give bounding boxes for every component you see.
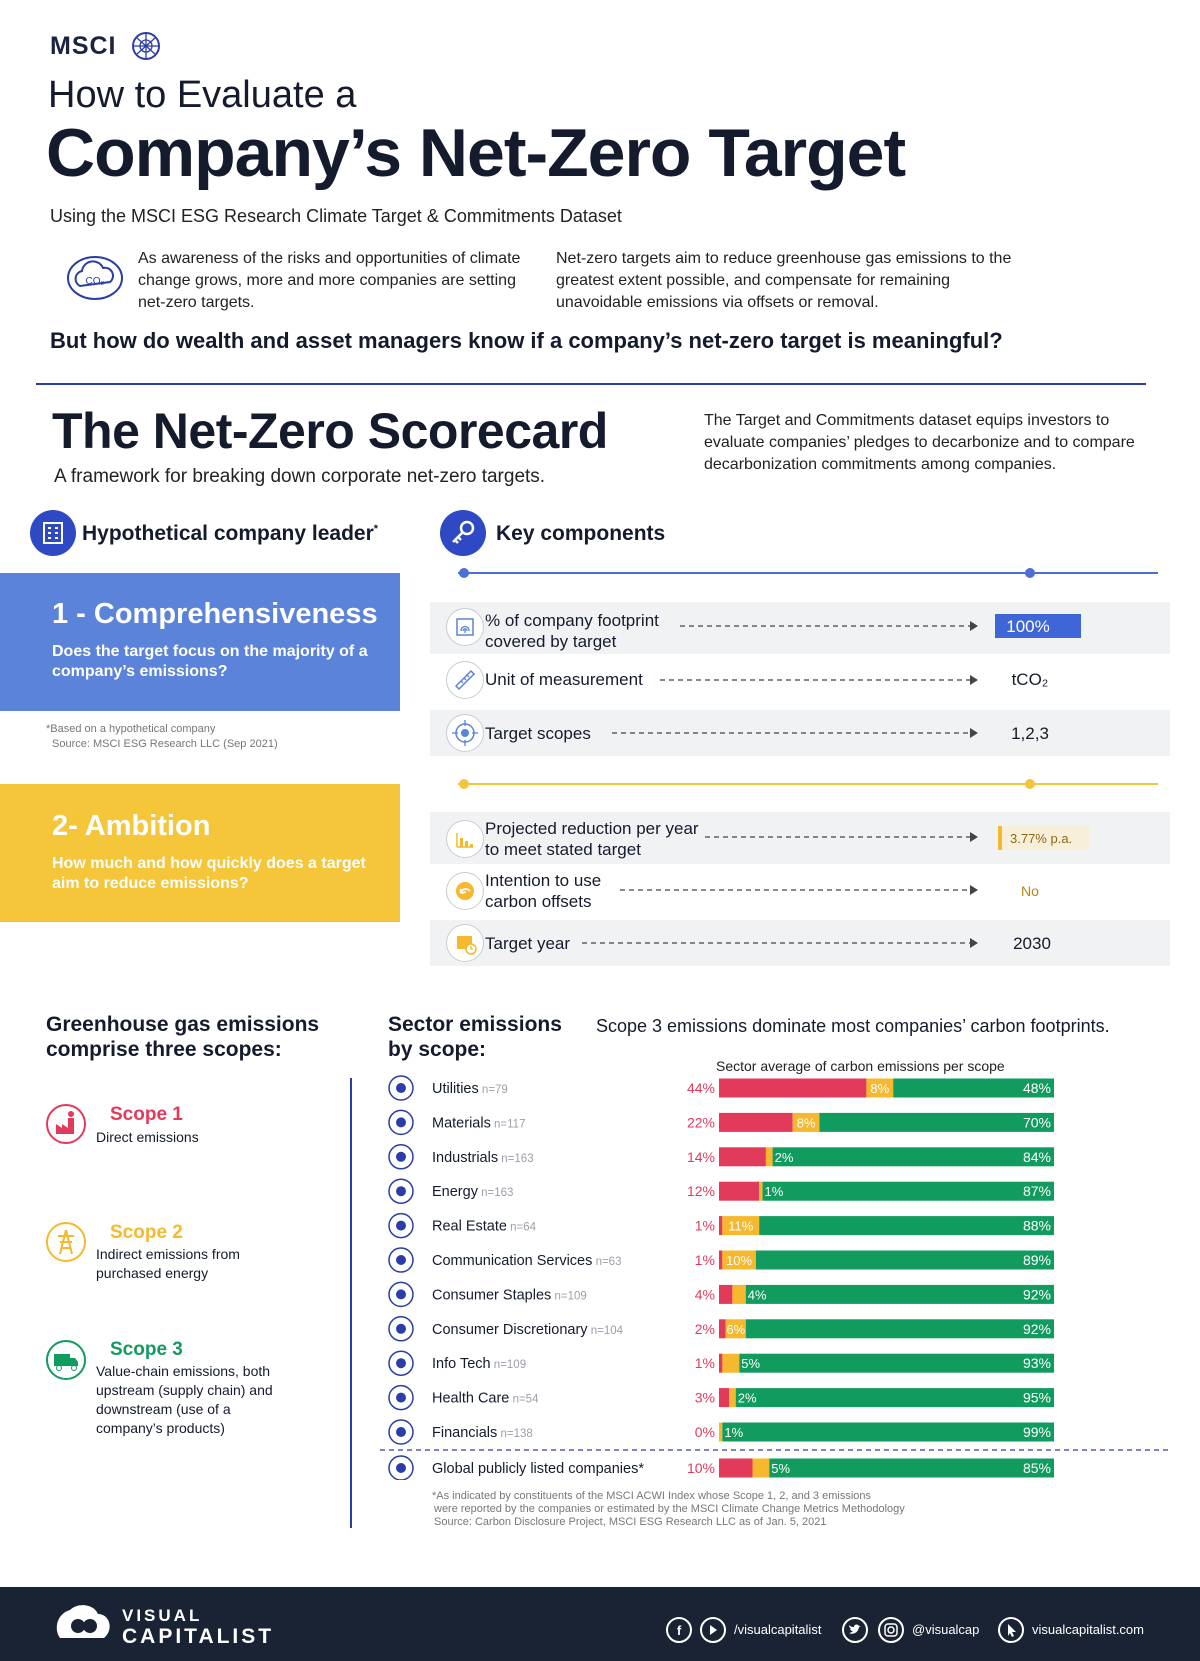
section1-title: 1 - Comprehensiveness bbox=[52, 598, 378, 630]
factory-icon-glyph bbox=[396, 1152, 406, 1162]
scope2-desc: Indirect emissions from purchased energy bbox=[96, 1246, 240, 1281]
svg-text:f: f bbox=[676, 1623, 682, 1638]
scope2-label: 5% bbox=[771, 1461, 791, 1476]
bar-scope1 bbox=[719, 1319, 726, 1338]
category-name: Consumer Staples bbox=[432, 1287, 552, 1304]
hanger-icon-glyph bbox=[396, 1324, 406, 1334]
key-icon bbox=[440, 510, 486, 556]
sample-size: n=79 bbox=[478, 1084, 508, 1096]
bar-scope1 bbox=[719, 1354, 722, 1373]
section2-title: 2- Ambition bbox=[52, 810, 211, 842]
section2-rule bbox=[458, 783, 1158, 785]
fingerprint-icon bbox=[446, 608, 484, 646]
bar-scope2 bbox=[729, 1388, 736, 1407]
category-name: Financials bbox=[432, 1425, 498, 1441]
row-label: Target scopes bbox=[485, 724, 591, 743]
sample-size: n=117 bbox=[490, 1118, 526, 1131]
scope1-desc: Direct emissions bbox=[96, 1129, 199, 1145]
category-label bbox=[432, 1219, 537, 1235]
row-label: Target year bbox=[485, 934, 571, 953]
category-name: Communication Services bbox=[432, 1253, 593, 1269]
subtitle: Using the MSCI ESG Research Climate Target & Commitments Dataset bbox=[50, 206, 622, 226]
bar-scope2 bbox=[753, 1459, 770, 1478]
scope2-label: 11% bbox=[728, 1218, 754, 1234]
scope1-label: 12% bbox=[686, 1183, 715, 1200]
scope2-label: 10% bbox=[726, 1253, 753, 1268]
offset-icon bbox=[446, 872, 484, 910]
bar-scope3 bbox=[820, 1113, 1055, 1132]
divider bbox=[36, 383, 1146, 385]
row-value: tCO₂ bbox=[1011, 670, 1049, 689]
sample-size: n=104 bbox=[587, 1324, 624, 1337]
scope3-name: Scope 3 bbox=[110, 1339, 183, 1360]
category-label bbox=[432, 1115, 525, 1131]
category-label bbox=[432, 1461, 644, 1477]
bar-scope3 bbox=[773, 1147, 1054, 1166]
rule-dot bbox=[1025, 779, 1035, 789]
scope3-label: 84% bbox=[1022, 1148, 1051, 1165]
social-handle[interactable]: /visualcapitalist bbox=[734, 1622, 822, 1637]
scope1-label: 4% bbox=[694, 1286, 715, 1303]
sample-size: n=163 bbox=[477, 1187, 514, 1200]
category-label bbox=[432, 1253, 621, 1269]
bar-scope3 bbox=[739, 1354, 1054, 1373]
scope3-label: 89% bbox=[1022, 1252, 1051, 1268]
category-label bbox=[432, 1287, 587, 1303]
bar-scope1 bbox=[719, 1113, 793, 1132]
cursor-icon[interactable] bbox=[998, 1617, 1024, 1643]
scope2-label: 1% bbox=[724, 1425, 744, 1440]
category-name: Info Tech bbox=[432, 1356, 491, 1373]
bar-scope3 bbox=[756, 1251, 1054, 1270]
dashed-arrow bbox=[660, 674, 980, 686]
sample-size: n=63 bbox=[592, 1256, 622, 1268]
chart-footnote: *As indicated by constituents of the MSCI ACWI Index whose Scope 1, 2, and 3 emissions were reported by the companies or estimated by the MSCI Climate Change Metrics Methodology Source: Carbon Disclosure Project, MSCI ESG Research LLC as of Jan. 5, 2021 bbox=[432, 1490, 905, 1528]
row-label: Intention to use carbon offsets bbox=[485, 871, 602, 911]
bar-scope1 bbox=[719, 1216, 722, 1235]
social-handle[interactable]: @visualcap bbox=[912, 1622, 980, 1637]
building-icon bbox=[30, 510, 76, 556]
row-value: 3.77% p.a. bbox=[1010, 831, 1073, 846]
truck-icon bbox=[46, 1340, 86, 1380]
row-value: 2030 bbox=[1013, 934, 1051, 953]
sample-size: n=64 bbox=[506, 1221, 537, 1234]
category-label bbox=[432, 1081, 508, 1097]
dashed-arrow bbox=[705, 831, 980, 843]
bar-scope2 bbox=[722, 1354, 739, 1373]
scope3-label: 92% bbox=[1022, 1320, 1051, 1337]
scorecard-subtitle: A framework for breaking down corporate net-zero targets. bbox=[54, 466, 546, 487]
scope1-label: 22% bbox=[686, 1114, 715, 1131]
dashed-arrow bbox=[582, 937, 980, 949]
dashed-arrow bbox=[680, 620, 980, 632]
row-label: Projected reduction per year to meet stated target bbox=[485, 819, 699, 859]
scope2-label: 2% bbox=[737, 1390, 757, 1406]
scope2-name: Scope 2 bbox=[110, 1222, 183, 1243]
co2-cloud-icon bbox=[66, 254, 124, 302]
scope3-label: 70% bbox=[1022, 1114, 1051, 1131]
scope3-label: 95% bbox=[1022, 1389, 1051, 1406]
scope1-label: 0% bbox=[694, 1424, 715, 1440]
scope3-label: 48% bbox=[1022, 1080, 1051, 1096]
bar-scope3 bbox=[746, 1319, 1054, 1338]
category-name: Real Estate bbox=[432, 1218, 507, 1235]
bar-scope3 bbox=[769, 1459, 1054, 1478]
heart-icon-glyph bbox=[396, 1393, 406, 1403]
scope2-label: 6% bbox=[726, 1321, 746, 1337]
scope2-label: 4% bbox=[747, 1287, 767, 1303]
scope1-label: 1% bbox=[694, 1252, 715, 1268]
category-name: Global publicly listed companies* bbox=[432, 1461, 644, 1477]
stacked-bar-chart bbox=[380, 1070, 1170, 1480]
category-label bbox=[432, 1150, 534, 1166]
scorecard-description: The Target and Commitments dataset equips investors to evaluate companies’ pledges to decarbonize and to compare decarbonization commitments among companies. bbox=[704, 412, 1135, 473]
title-line-2: Company’s Net-Zero Target bbox=[46, 115, 906, 191]
category-name: Consumer Discretionary bbox=[432, 1321, 588, 1338]
bar-scope2 bbox=[759, 1182, 762, 1201]
ruler-icon bbox=[446, 661, 484, 699]
target-icon bbox=[446, 714, 484, 752]
msci-logo: MSCI bbox=[50, 32, 117, 60]
brand-line2: CAPITALIST bbox=[122, 1625, 275, 1648]
scope1-label: 1% bbox=[694, 1217, 715, 1234]
bar-scope2 bbox=[766, 1147, 773, 1166]
dashed-arrow bbox=[620, 884, 980, 896]
sample-size: n=54 bbox=[509, 1393, 539, 1406]
section1-question: Does the target focus on the majority of a company’s emissions? bbox=[52, 643, 368, 680]
globe-icon-glyph bbox=[396, 1463, 406, 1473]
scope1-label: 14% bbox=[686, 1148, 715, 1165]
facebook-icon[interactable] bbox=[666, 1617, 692, 1643]
sample-size: n=138 bbox=[497, 1428, 533, 1440]
lightning-icon-glyph bbox=[396, 1186, 406, 1196]
twitter-icon[interactable] bbox=[842, 1617, 868, 1643]
bar-scope2 bbox=[719, 1423, 722, 1442]
scope3-label: 92% bbox=[1022, 1286, 1051, 1303]
category-name: Industrials bbox=[432, 1149, 499, 1166]
bar-scope1 bbox=[719, 1285, 732, 1304]
scope1-name: Scope 1 bbox=[110, 1104, 183, 1125]
scope1-label: 44% bbox=[686, 1080, 715, 1096]
sample-size: n=163 bbox=[498, 1152, 534, 1165]
brand-line1: VISUAL bbox=[122, 1606, 203, 1625]
bar-scope1 bbox=[719, 1388, 729, 1407]
bar-scope3 bbox=[759, 1216, 1054, 1235]
scope3-label: 99% bbox=[1022, 1424, 1051, 1440]
row-label: % of company footprint covered by target bbox=[485, 611, 659, 651]
bar-scope3 bbox=[746, 1285, 1054, 1304]
row-label: Unit of measurement bbox=[485, 670, 643, 689]
network-icon-glyph bbox=[396, 1358, 406, 1368]
axis-caption: Sector average of carbon emissions per scope bbox=[716, 1058, 1005, 1074]
category-name: Materials bbox=[432, 1115, 491, 1132]
category-label bbox=[432, 1322, 624, 1338]
category-name: Utilities bbox=[432, 1081, 479, 1097]
visual-capitalist-logo-icon bbox=[52, 1600, 114, 1648]
row-value: 1,2,3 bbox=[1011, 724, 1049, 743]
leader-header: Hypothetical company leader* bbox=[82, 522, 379, 545]
bar-scope2 bbox=[732, 1285, 745, 1304]
bar-scope1 bbox=[719, 1147, 766, 1166]
scorecard-title: The Net-Zero Scorecard bbox=[52, 403, 608, 459]
scopes-title: Greenhouse gas emissions comprise three scopes: bbox=[46, 1013, 320, 1061]
section2-question: How much and how quickly does a target aim to reduce emissions? bbox=[52, 855, 366, 892]
dashed-arrow bbox=[612, 727, 980, 739]
chart-headline: Scope 3 emissions dominate most companies’ carbon footprints. bbox=[596, 1016, 1110, 1036]
components-header: Key components bbox=[496, 522, 666, 545]
bar-scope3 bbox=[763, 1182, 1054, 1201]
calendar-icon bbox=[446, 924, 484, 962]
section1-rule bbox=[458, 572, 1158, 574]
bar-scope3 bbox=[722, 1423, 1054, 1442]
rule-dot bbox=[1025, 568, 1035, 578]
sample-size: n=109 bbox=[551, 1290, 587, 1303]
house-icon-glyph bbox=[396, 1221, 406, 1231]
intro-right: Net-zero targets aim to reduce greenhouse gas emissions to the greatest extent possible, and compensate for remaining unavoidable emissions via offsets or removal. bbox=[556, 250, 1012, 311]
scope3-label: 87% bbox=[1022, 1183, 1051, 1200]
box-icon-glyph bbox=[396, 1117, 406, 1127]
basket-icon-glyph bbox=[396, 1289, 406, 1299]
vertical-divider bbox=[350, 1078, 352, 1528]
key-question: But how do wealth and asset managers know if a company’s net-zero target is meaningful? bbox=[50, 328, 1003, 353]
power-tower-icon bbox=[46, 1222, 86, 1262]
category-label bbox=[432, 1425, 533, 1441]
row-value: No bbox=[1021, 883, 1039, 899]
scope2-label: 5% bbox=[741, 1356, 761, 1372]
ambition-box bbox=[0, 784, 400, 922]
bar-scope1 bbox=[719, 1182, 759, 1201]
scope3-label: 85% bbox=[1022, 1460, 1051, 1476]
category-label bbox=[432, 1391, 539, 1407]
instagram-icon[interactable] bbox=[878, 1617, 904, 1643]
bar-scope3 bbox=[736, 1388, 1054, 1407]
website-link[interactable]: visualcapitalist.com bbox=[1032, 1622, 1144, 1637]
rule-dot bbox=[459, 779, 469, 789]
sample-size: n=109 bbox=[490, 1359, 527, 1372]
youtube-icon[interactable] bbox=[700, 1617, 726, 1643]
co2-label: CO₂ bbox=[85, 276, 105, 287]
category-name: Energy bbox=[432, 1184, 478, 1201]
factory-icon bbox=[46, 1104, 86, 1144]
scope1-label: 1% bbox=[694, 1355, 715, 1372]
scorecard-note: *Based on a hypothetical company Source: MSCI ESG Research LLC (Sep 2021) bbox=[46, 723, 278, 750]
coins-icon-glyph bbox=[396, 1427, 406, 1437]
bar-scope1 bbox=[719, 1079, 866, 1098]
row-value: 100% bbox=[1006, 617, 1050, 636]
rule-dot bbox=[459, 568, 469, 578]
scope1-label: 10% bbox=[686, 1460, 715, 1476]
title-line-1: How to Evaluate a bbox=[48, 74, 357, 116]
scope2-label: 8% bbox=[870, 1081, 890, 1096]
wrench-icon-glyph bbox=[396, 1083, 406, 1093]
bar-scope1 bbox=[719, 1459, 753, 1478]
phone-icon-glyph bbox=[396, 1255, 406, 1265]
scope2-label: 2% bbox=[774, 1149, 794, 1165]
scope2-label: 8% bbox=[796, 1115, 816, 1131]
category-name: Health Care bbox=[432, 1390, 510, 1407]
intro-left: As awareness of the risks and opportunities of climate change grows, more and more companies are setting net-zero targets. bbox=[138, 250, 521, 311]
category-label bbox=[432, 1356, 526, 1372]
scope1-label: 3% bbox=[694, 1389, 715, 1406]
chart-title: Sector emissions by scope: bbox=[388, 1013, 562, 1061]
scope3-label: 93% bbox=[1022, 1355, 1051, 1372]
globe-logo-icon bbox=[130, 30, 162, 62]
scope1-label: 2% bbox=[694, 1320, 715, 1337]
category-label bbox=[432, 1184, 513, 1200]
scope3-label: 88% bbox=[1022, 1217, 1051, 1234]
scope3-desc: Value-chain emissions, both upstream (supply chain) and downstream (use of a company’s products) bbox=[96, 1363, 273, 1436]
bar-scope1 bbox=[719, 1251, 722, 1270]
scope2-label: 1% bbox=[764, 1184, 784, 1200]
declining-chart-icon bbox=[446, 820, 484, 858]
